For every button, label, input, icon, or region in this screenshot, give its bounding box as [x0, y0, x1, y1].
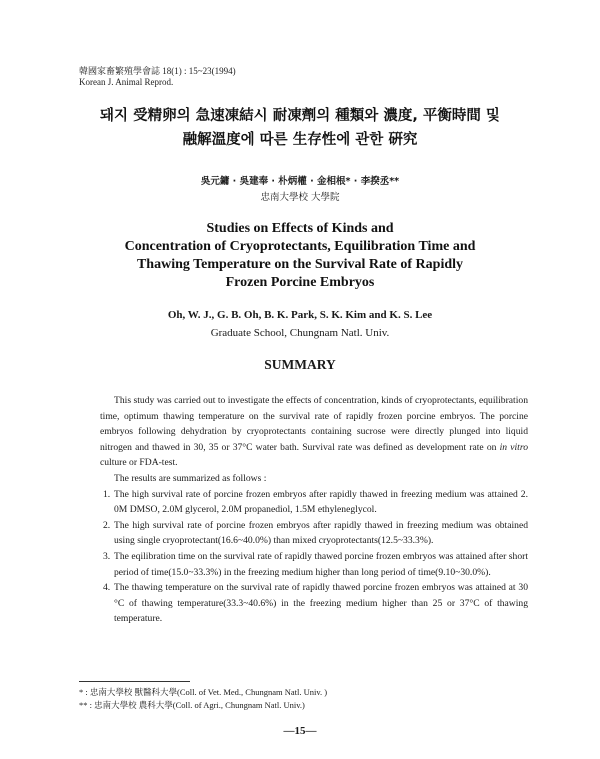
- korean-title: [0, 104, 600, 152]
- english-title-line-4: Frozen Porcine Embryos: [225, 275, 375, 290]
- result-number: 4.: [103, 582, 111, 594]
- result-text: The eqilibration time on the survival rate of rapidly thawed porcine frozen embryos was attained after short period of time(15.0~33.3%) in the freezing medium higher than long period of time(9.10~30.0%).: [114, 550, 528, 578]
- result-number: 1.: [103, 488, 111, 500]
- results-list: [100, 487, 528, 627]
- result-item-2: [100, 518, 528, 549]
- korean-title-line-1: 돼지 受精卵의 急速凍結시 耐凍劑의 種類와 濃度, 平衡時間 및: [100, 108, 500, 124]
- english-title-line-2: Concentration of Cryoprotectants, Equilibration Time and: [124, 239, 476, 254]
- korean-authors: 吳元鏞 · 吳建奉 · 朴炳權 · 金相根* · 李揆丞**: [200, 176, 400, 187]
- english-authors: Oh, W. J., G. B. Oh, B. K. Park, S. K. Kim and K. S. Lee: [167, 309, 433, 321]
- english-title: [0, 220, 600, 292]
- korean-affiliation: 忠南大學校 大學院: [260, 192, 340, 203]
- result-text: The thawing temperature on the survival rate of rapidly thawed porcine frozen embryos was attained at 30 °C of thawing temperature(33.3~40.6%) in the freezing medium higher than 25 or 37°C of thawing temperature.: [114, 582, 528, 625]
- result-text: The high survival rate of porcine frozen embryos after rapidly thawed in freezing medium was attained 2. 0M DMSO, 2.0M glycerol, 2.0M propanediol, 1.5M ethyleneglycol.: [114, 488, 528, 516]
- result-number: 3.: [103, 550, 111, 562]
- page-number: —15—: [283, 725, 317, 737]
- intro-text-end: culture or FDA-test.: [100, 457, 178, 469]
- korean-title-line-2: 融解溫度에 따른 生存性에 관한 硏究: [182, 132, 418, 148]
- english-affiliation: Graduate School, Chungnam Natl. Univ.: [210, 327, 390, 339]
- footnotes: [79, 686, 327, 712]
- english-title-line-1: Studies on Effects of Kinds and: [206, 221, 394, 236]
- journal-citation: [79, 66, 236, 88]
- journal-citation-english: Korean J. Animal Reprod.: [79, 77, 174, 87]
- footnote-2: ** : 忠南大學校 農科大學(Coll. of Agri., Chungnam Natl. Univ.): [79, 700, 305, 710]
- results-intro: The results are summarized as follows :: [114, 472, 267, 484]
- english-title-line-3: Thawing Temperature on the Survival Rate of Rapidly: [136, 257, 464, 272]
- journal-citation-korean: 韓國家畜繁殖學會誌 18(1) : 15~23(1994): [79, 66, 236, 76]
- footnote-divider: [79, 681, 190, 682]
- result-item-4: [100, 580, 528, 627]
- result-number: 2.: [103, 519, 111, 531]
- result-item-1: [100, 487, 528, 518]
- intro-text-italic: in vitro: [499, 441, 528, 453]
- summary-heading: SUMMARY: [264, 357, 336, 372]
- summary-body: [100, 393, 528, 627]
- result-text: The high survival rate of porcine frozen embryos after rapidly thawed in freezing medium was obtained using single cryoprotectant(16.6~40.0%) than mixed cryoprotectants(12.5~33.3%).: [114, 519, 528, 547]
- summary-intro-paragraph: [100, 393, 528, 471]
- result-item-3: [100, 549, 528, 580]
- intro-text-start: This study was carried out to investigate the effects of concentration, kinds of cryoprotectants, equilibration time, optimum thawing temperature on the survival rate of rapidly frozen porcine embryos. The porcine embryos following dehydration by cryoprotectants containing sucrose were directly plunged into liquid nitrogen and thawed in 30, 35 or 37°C water bath. Survival rate was defined as development rate on: [100, 395, 528, 453]
- footnote-1: * : 忠南大學校 獸醫科大學(Coll. of Vet. Med., Chungnam Natl. Univ. ): [79, 687, 328, 697]
